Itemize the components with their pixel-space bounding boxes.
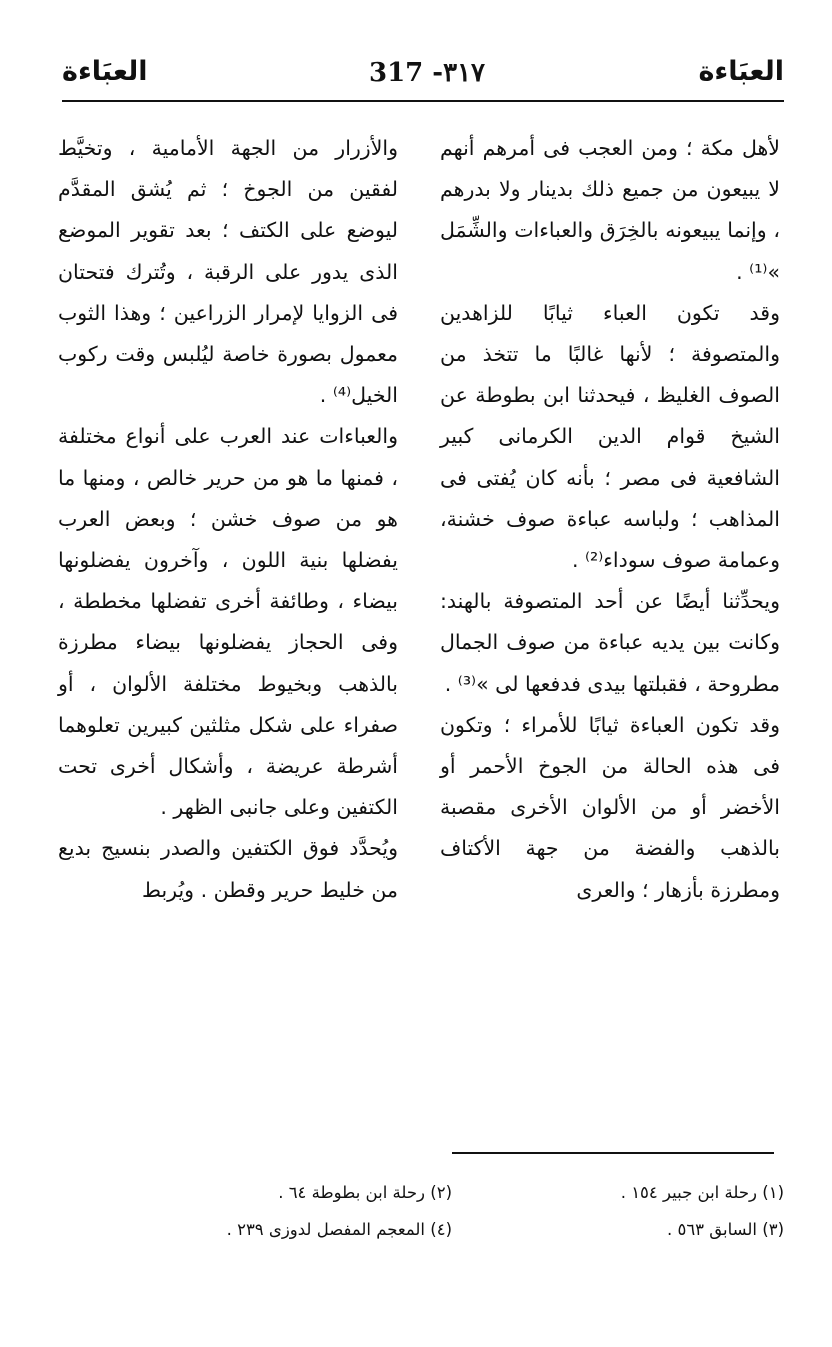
left-column <box>58 128 398 911</box>
paragraph: وقد تكون العباء ثيابًا للزاهدين والمتصوفة ؛ لأنها غالبًا ما تتخذ من الصوف الغليظ ، فيحدثنا ابن بطوطة عن الشيخ قوام الدين الكرمانى كبير الشافعية فى مصر ؛ بأنه كان يُفتى فى المذاهب ؛ ولباسه عباءة صوف خشنة، وعمامة صوف سوداء⁽²⁾ . <box>440 300 780 573</box>
header-title-left: العبَاءة <box>62 56 148 87</box>
footnote-3: (٣) السابق ٥٦٣ . <box>666 1220 784 1239</box>
footnote-1: (١) رحلة ابن جبير ١٥٤ . <box>620 1183 784 1202</box>
paragraph: ويحدِّثنا أيضًا عن أحد المتصوفة بالهند: وكانت بين يديه عباءة من صوف الجمال مطروحة ، فقبلتها بيدى فدفعها لى »⁽³⁾ . <box>440 589 780 696</box>
paragraph: والعباءات عند العرب على أنواع مختلفة ، فمنها ما هو من حرير خالص ، ومنها ما هو من صوف خشن ؛ وبعض العرب يفضلها بنية اللون ، وآخرون يفضلونها بيضاء ، وطائفة أخرى تفضلها مخططة ، وفى الحجاز يفضلونها بيضاء مطرزة بالذهب وبخيوط مختلفة الألوان ، أو صفراء على شكل مثلثين كبيرين تعلوهما أشرطة عريضة ، وأشكال أخرى تحت الكتفين وعلى جانبى الظهر . <box>58 424 398 820</box>
page-number: 317 -٣١٧ <box>368 58 486 88</box>
running-header <box>62 52 784 102</box>
footnote-2: (٢) رحلة ابن بطوطة ٦٤ . <box>278 1183 452 1202</box>
paragraph: لأهل مكة ؛ ومن العجب فى أمرهم أنهم لا يبيعون من جميع ذلك بدينار ولا بدرهم ، وإنما يبيعونه بالخِرَق والعباءات والشِّمَل »⁽¹⁾ . <box>440 136 780 284</box>
right-column <box>440 128 780 911</box>
footnote-4: (٤) المعجم المفصل لدوزى ٢٣٩ . <box>226 1220 452 1239</box>
footnote-rule <box>452 1152 774 1154</box>
footnotes <box>150 1174 784 1248</box>
header-rule <box>62 100 784 102</box>
paragraph: ويُحدَّد فوق الكتفين والصدر بنسيج بديع من خليط حرير وقطن . ويُربط <box>58 836 398 902</box>
header-title-right: العبَاءة <box>698 56 784 87</box>
paragraph: وقد تكون العباءة ثيابًا للأمراء ؛ وتكون فى هذه الحالة من الجوخ الأحمر أو الأخضر أو من الألوان الأخرى مقصبة بالذهب والفضة من جهة الأكتاف ومطرزة بأزهار ؛ والعرى <box>440 712 780 902</box>
paragraph: والأزرار من الجهة الأمامية ، وتخيَّط لفقين من الجوخ ؛ ثم يُشق المقدَّم ليوضع على الكتف ؛ بعد تقوير الموضع الذى يدور على الرقبة ، وتُترك فتحتان فى الزوايا لإمرار الزراعين ؛ وهذا الثوب معمول بصورة خاصة ليُلبس وقت ركوب الخيل⁽⁴⁾ . <box>58 136 398 408</box>
